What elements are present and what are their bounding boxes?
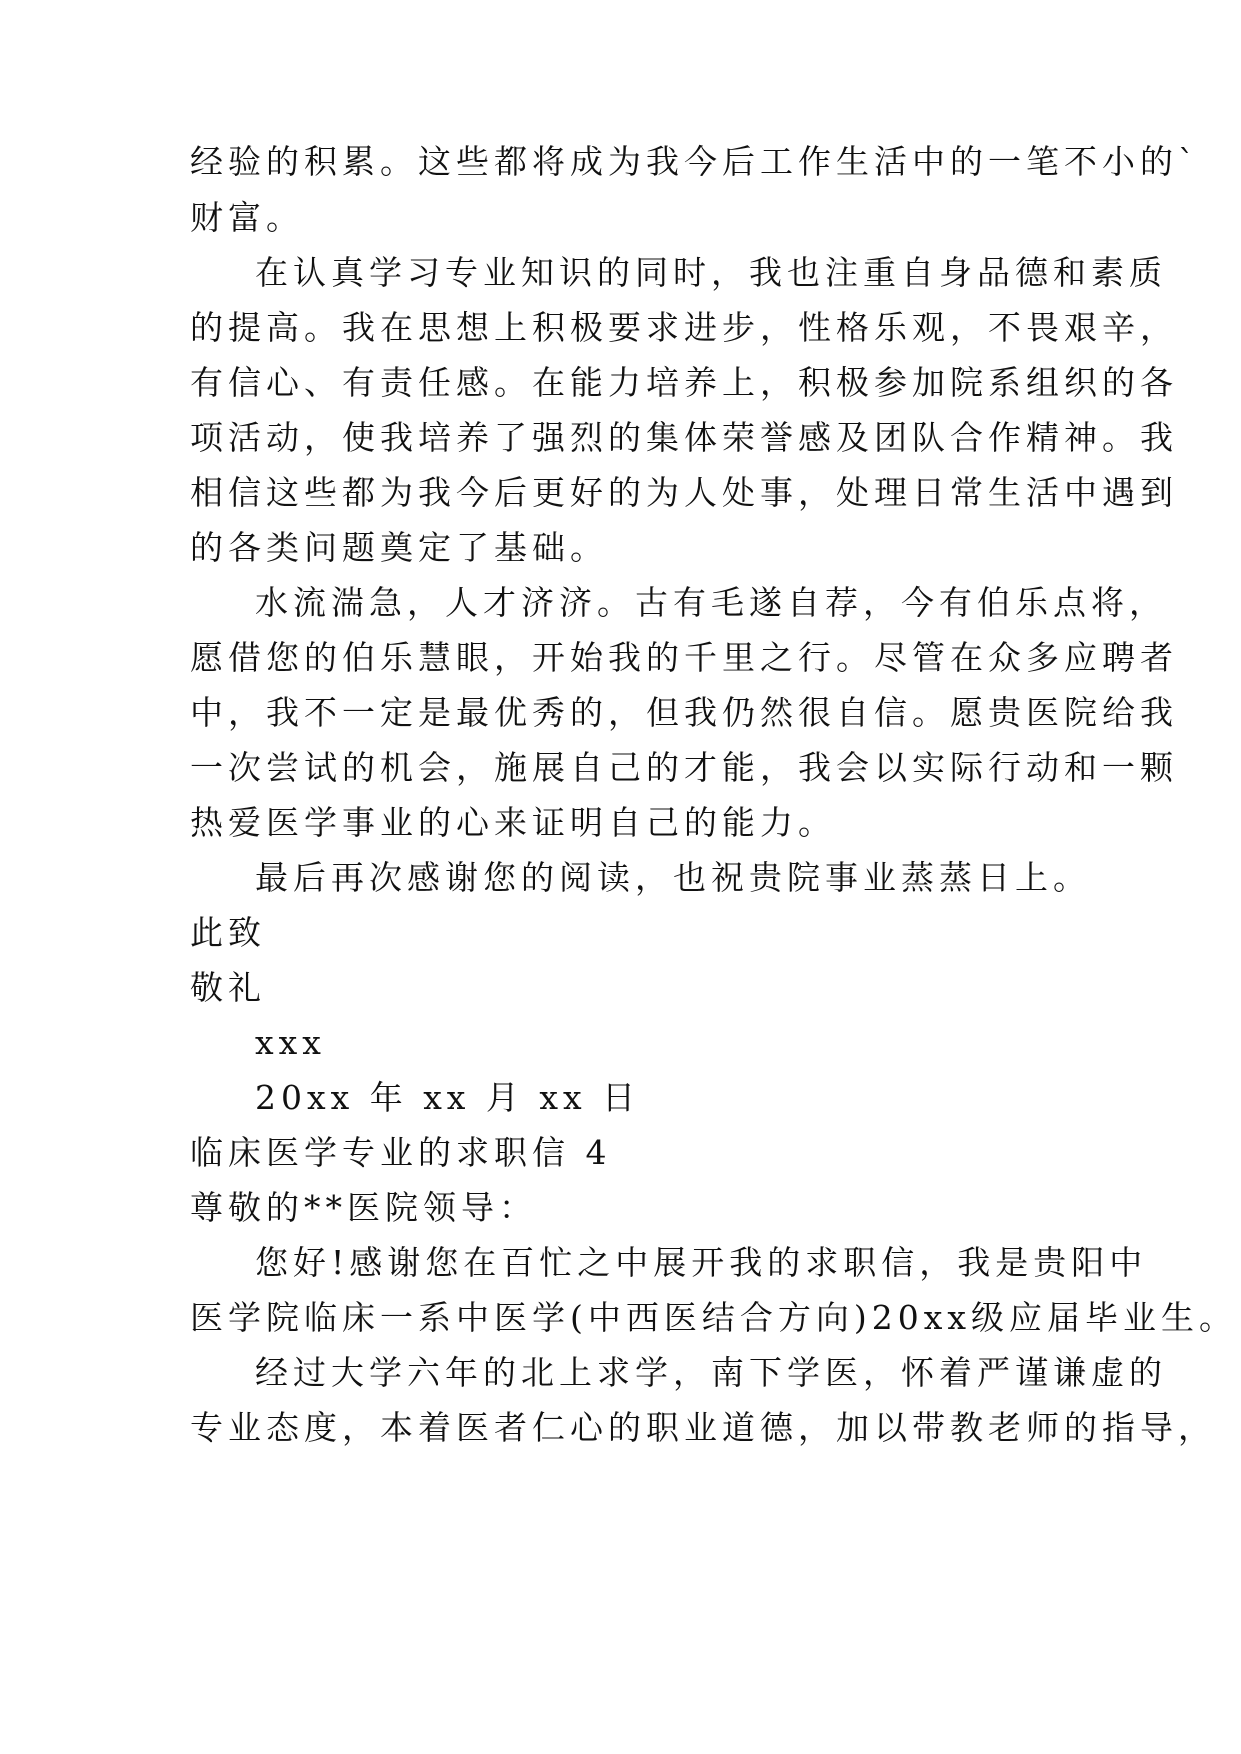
- paragraph-self-quality-line-6: 的各类问题奠定了基础。: [190, 528, 608, 567]
- text-line-2: 财富。: [190, 198, 304, 237]
- paragraph-self-quality-line-4: 项活动，使我培养了强烈的集体荣誉感及团队合作精神。我: [190, 418, 1178, 457]
- letter-greeting: 尊敬的**医院领导：: [190, 1188, 537, 1227]
- paragraph-intro-line-2: 医学院临床一系中医学(中西医结合方向)20xx级应届毕业生。: [190, 1298, 1237, 1337]
- paragraph-self-quality-line-3: 有信心、有责任感。在能力培养上，积极参加院系组织的各: [190, 363, 1178, 402]
- closing-thanks: 最后再次感谢您的阅读，也祝贵院事业蒸蒸日上。: [255, 858, 1091, 897]
- paragraph-talent-line-4: 一次尝试的机会，施展自己的才能，我会以实际行动和一颗: [190, 748, 1178, 787]
- paragraph-talent-line-2: 愿借您的伯乐慧眼，开始我的千里之行。尽管在众多应聘者: [190, 638, 1178, 677]
- closing-salutation-2: 敬礼: [190, 968, 266, 1007]
- signature-date: 20xx 年 xx 月 xx 日: [255, 1078, 641, 1117]
- paragraph-self-quality-line-2: 的提高。我在思想上积极要求进步，性格乐观，不畏艰辛，: [190, 308, 1178, 347]
- paragraph-talent-line-5: 热爱医学事业的心来证明自己的能力。: [190, 803, 836, 842]
- paragraph-self-quality-line-1: 在认真学习专业知识的同时，我也注重自身品德和素质: [255, 253, 1167, 292]
- signature-name: xxx: [255, 1023, 326, 1062]
- paragraph-talent-line-1: 水流湍急，人才济济。古有毛遂自荐，今有伯乐点将，: [255, 583, 1167, 622]
- paragraph-study-line-1: 经过大学六年的北上求学，南下学医，怀着严谨谦虚的: [255, 1353, 1167, 1392]
- paragraph-talent-line-3: 中，我不一定是最优秀的，但我仍然很自信。愿贵医院给我: [190, 693, 1178, 732]
- section-title: 临床医学专业的求职信 4: [190, 1133, 612, 1172]
- text-line-1: 经验的积累。这些都将成为我今后工作生活中的一笔不小的`: [190, 142, 1200, 181]
- paragraph-study-line-2: 专业态度，本着医者仁心的职业道德，加以带教老师的指导，: [190, 1408, 1216, 1447]
- closing-salutation-1: 此致: [190, 913, 266, 952]
- paragraph-intro-line-1: 您好!感谢您在百忙之中展开我的求职信，我是贵阳中: [255, 1243, 1148, 1282]
- paragraph-self-quality-line-5: 相信这些都为我今后更好的为人处事，处理日常生活中遇到: [190, 473, 1178, 512]
